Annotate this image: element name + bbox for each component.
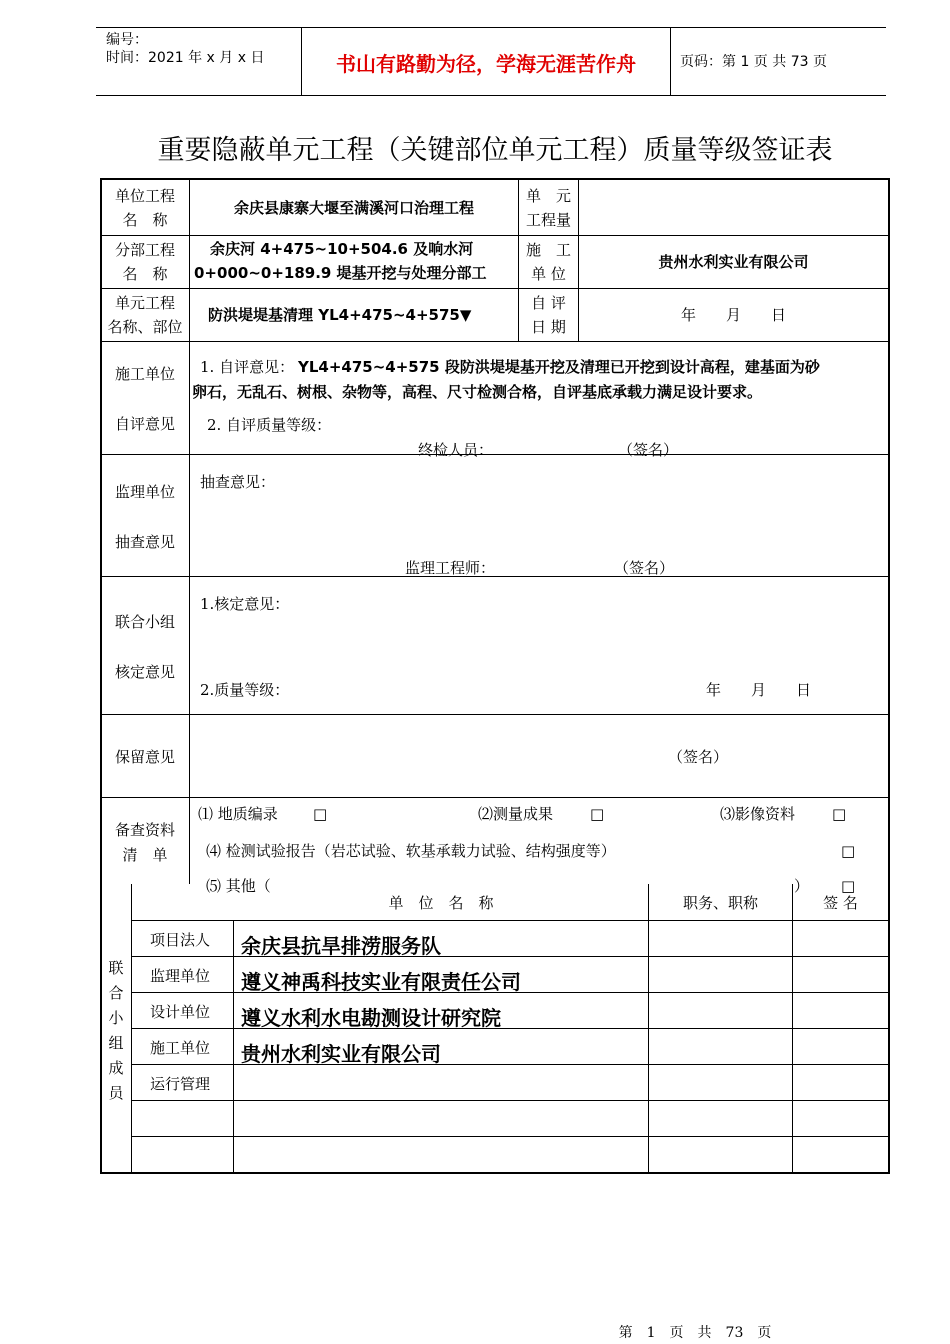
serial-label: 编号： <box>106 32 148 48</box>
division-value: 余庆河 4+475~10+504.6 及响水河 <box>210 240 474 258</box>
construction-unit-label: 施 工 <box>525 241 571 259</box>
self-eval-sign-row <box>190 440 888 459</box>
row-rule <box>100 797 890 798</box>
page-title: 重要隐蔽单元工程（关键部位单元工程）质量等级签证表 <box>157 135 833 166</box>
header-bottom-rule <box>96 95 886 96</box>
self-eval-label: 施工单位 <box>114 365 175 383</box>
row-rule <box>100 454 890 455</box>
footer-page: 第 1 页 共 73 页 <box>618 1325 772 1341</box>
unit-qty-label: 工程量 <box>525 211 571 229</box>
row-rule <box>100 714 890 715</box>
row-rule <box>100 288 890 289</box>
joint-review-grade-label: 2.质量等级： <box>200 681 290 699</box>
supervision-label: 监理单位 <box>114 483 175 501</box>
supervision-engineer-label: 监理工程师： <box>405 559 496 577</box>
time-label: 时间：2021 年 x 月 x 日 <box>106 50 265 66</box>
member-role: 运行管理 <box>150 1075 211 1093</box>
checklist-item: ⑸ 其他（ <box>206 877 271 895</box>
division-label: 分部工程 <box>114 241 175 259</box>
self-eval-opinion: YL4+475~4+575 段防洪堤堤基开挖及清理已开挖到设计高程，建基面为砂 <box>298 358 820 376</box>
construction-unit-label: 单 位 <box>531 265 566 283</box>
joint-review-label: 核定意见 <box>114 663 175 681</box>
reserved-label: 保留意见 <box>114 748 175 766</box>
supervision-label: 抽查意见 <box>114 533 175 551</box>
checkbox[interactable]: □ <box>832 805 847 823</box>
checkbox[interactable]: □ <box>841 842 856 860</box>
division-value: 0+000~0+189.9 堤基开挖与处理分部工 <box>194 264 487 282</box>
member-unit-name: 贵州水利实业有限公司 <box>241 1042 441 1066</box>
page-info: 页码：第 1 页 共 73 页 <box>680 54 827 70</box>
checklist-item: ⑷ 检测试验报告（岩芯试验、软基承载力试验、结构强度等） <box>206 842 616 860</box>
eval-date-label: 日 期 <box>531 318 566 336</box>
self-eval-label: 自评意见 <box>114 415 175 433</box>
joint-review-opinion-label: 1.核定意见： <box>200 595 290 613</box>
members-side-label: 合 <box>108 984 124 1002</box>
table-top-border <box>100 178 890 180</box>
col-rule <box>189 178 190 884</box>
eval-date-value: 年 月 日 <box>680 306 786 324</box>
supervision-opinion-label: 抽查意见： <box>200 473 276 491</box>
members-side-label: 小 <box>108 1009 124 1027</box>
checklist-label: 清 单 <box>122 846 168 864</box>
checkbox[interactable]: □ <box>313 805 328 823</box>
unit-project-value: 余庆县康寨大堰至满溪河口治理工程 <box>233 199 474 217</box>
member-role: 项目法人 <box>150 931 211 949</box>
row-rule <box>131 1100 890 1101</box>
checklist-item: ⑵测量成果 <box>478 805 554 823</box>
eval-date-label: 自 评 <box>531 294 566 312</box>
row-rule <box>100 341 890 342</box>
members-side-label: 组 <box>108 1034 124 1052</box>
element-label: 名称、部位 <box>107 318 183 336</box>
unit-qty-label: 单 元 <box>525 187 571 205</box>
self-eval-opinion-prefix: 1. 自评意见： <box>200 358 295 376</box>
table-right-border <box>888 178 890 884</box>
row-rule <box>100 235 890 236</box>
member-role: 施工单位 <box>150 1039 211 1057</box>
unit-project-label: 名 称 <box>122 211 168 229</box>
members-left-border <box>100 884 102 1174</box>
col-header-unit-name: 单 位 名 称 <box>388 894 494 912</box>
supervision-sign: （签名） <box>614 559 675 577</box>
self-eval-sign: （签名） <box>618 441 679 459</box>
checklist-item: ） <box>794 877 810 895</box>
member-unit-name: 余庆县抗旱排涝服务队 <box>241 934 441 958</box>
element-label: 单元工程 <box>114 294 175 312</box>
col-header-title: 职务、职称 <box>682 894 758 912</box>
col-rule <box>131 884 132 1174</box>
checkbox[interactable]: □ <box>841 877 856 895</box>
header-top-rule <box>96 27 886 28</box>
member-role: 监理单位 <box>150 967 211 985</box>
checklist-item: ⑴ 地质编录 <box>198 805 278 823</box>
element-value: 防洪堤堤基清理 YL4+475~4+575▼ <box>208 306 472 324</box>
inspector-label: 终检人员： <box>418 441 494 459</box>
members-side-label: 员 <box>108 1084 124 1102</box>
joint-review-label: 联合小组 <box>114 613 175 631</box>
checklist-label: 备查资料 <box>114 821 175 839</box>
joint-review-date: 年 月 日 <box>706 681 812 699</box>
motto: 书山有路勤为径，学海无涯苦作舟 <box>336 52 636 76</box>
checklist-item: ⑶影像资料 <box>720 805 796 823</box>
reserved-sign: （签名） <box>668 748 729 766</box>
members-right-border <box>888 884 890 1174</box>
self-eval-grade-label: 2. 自评质量等级： <box>207 416 332 434</box>
member-unit-name: 遵义水利水电勘测设计研究院 <box>241 1006 501 1030</box>
self-eval-opinion: 卵石，无乱石、树根、杂物等，高程、尺寸检测合格，自评基底承载力满足设计要求。 <box>192 383 763 401</box>
members-side-label: 联 <box>108 959 124 977</box>
member-unit-name: 遵义神禹科技实业有限责任公司 <box>241 970 521 994</box>
header-divider <box>670 27 671 96</box>
member-role: 设计单位 <box>150 1003 211 1021</box>
unit-project-label: 单位工程 <box>114 187 175 205</box>
row-rule <box>131 920 890 921</box>
col-header-sign: 签 名 <box>823 894 858 912</box>
col-rule <box>792 884 793 1174</box>
members-bottom-border <box>100 1172 890 1174</box>
checkbox[interactable]: □ <box>590 805 605 823</box>
division-label: 名 称 <box>122 265 168 283</box>
col-rule <box>648 884 649 1174</box>
row-rule <box>131 1136 890 1137</box>
members-side-label: 成 <box>108 1059 124 1077</box>
construction-unit-value: 贵州水利实业有限公司 <box>658 253 809 271</box>
checklist-cut-row <box>190 876 888 895</box>
